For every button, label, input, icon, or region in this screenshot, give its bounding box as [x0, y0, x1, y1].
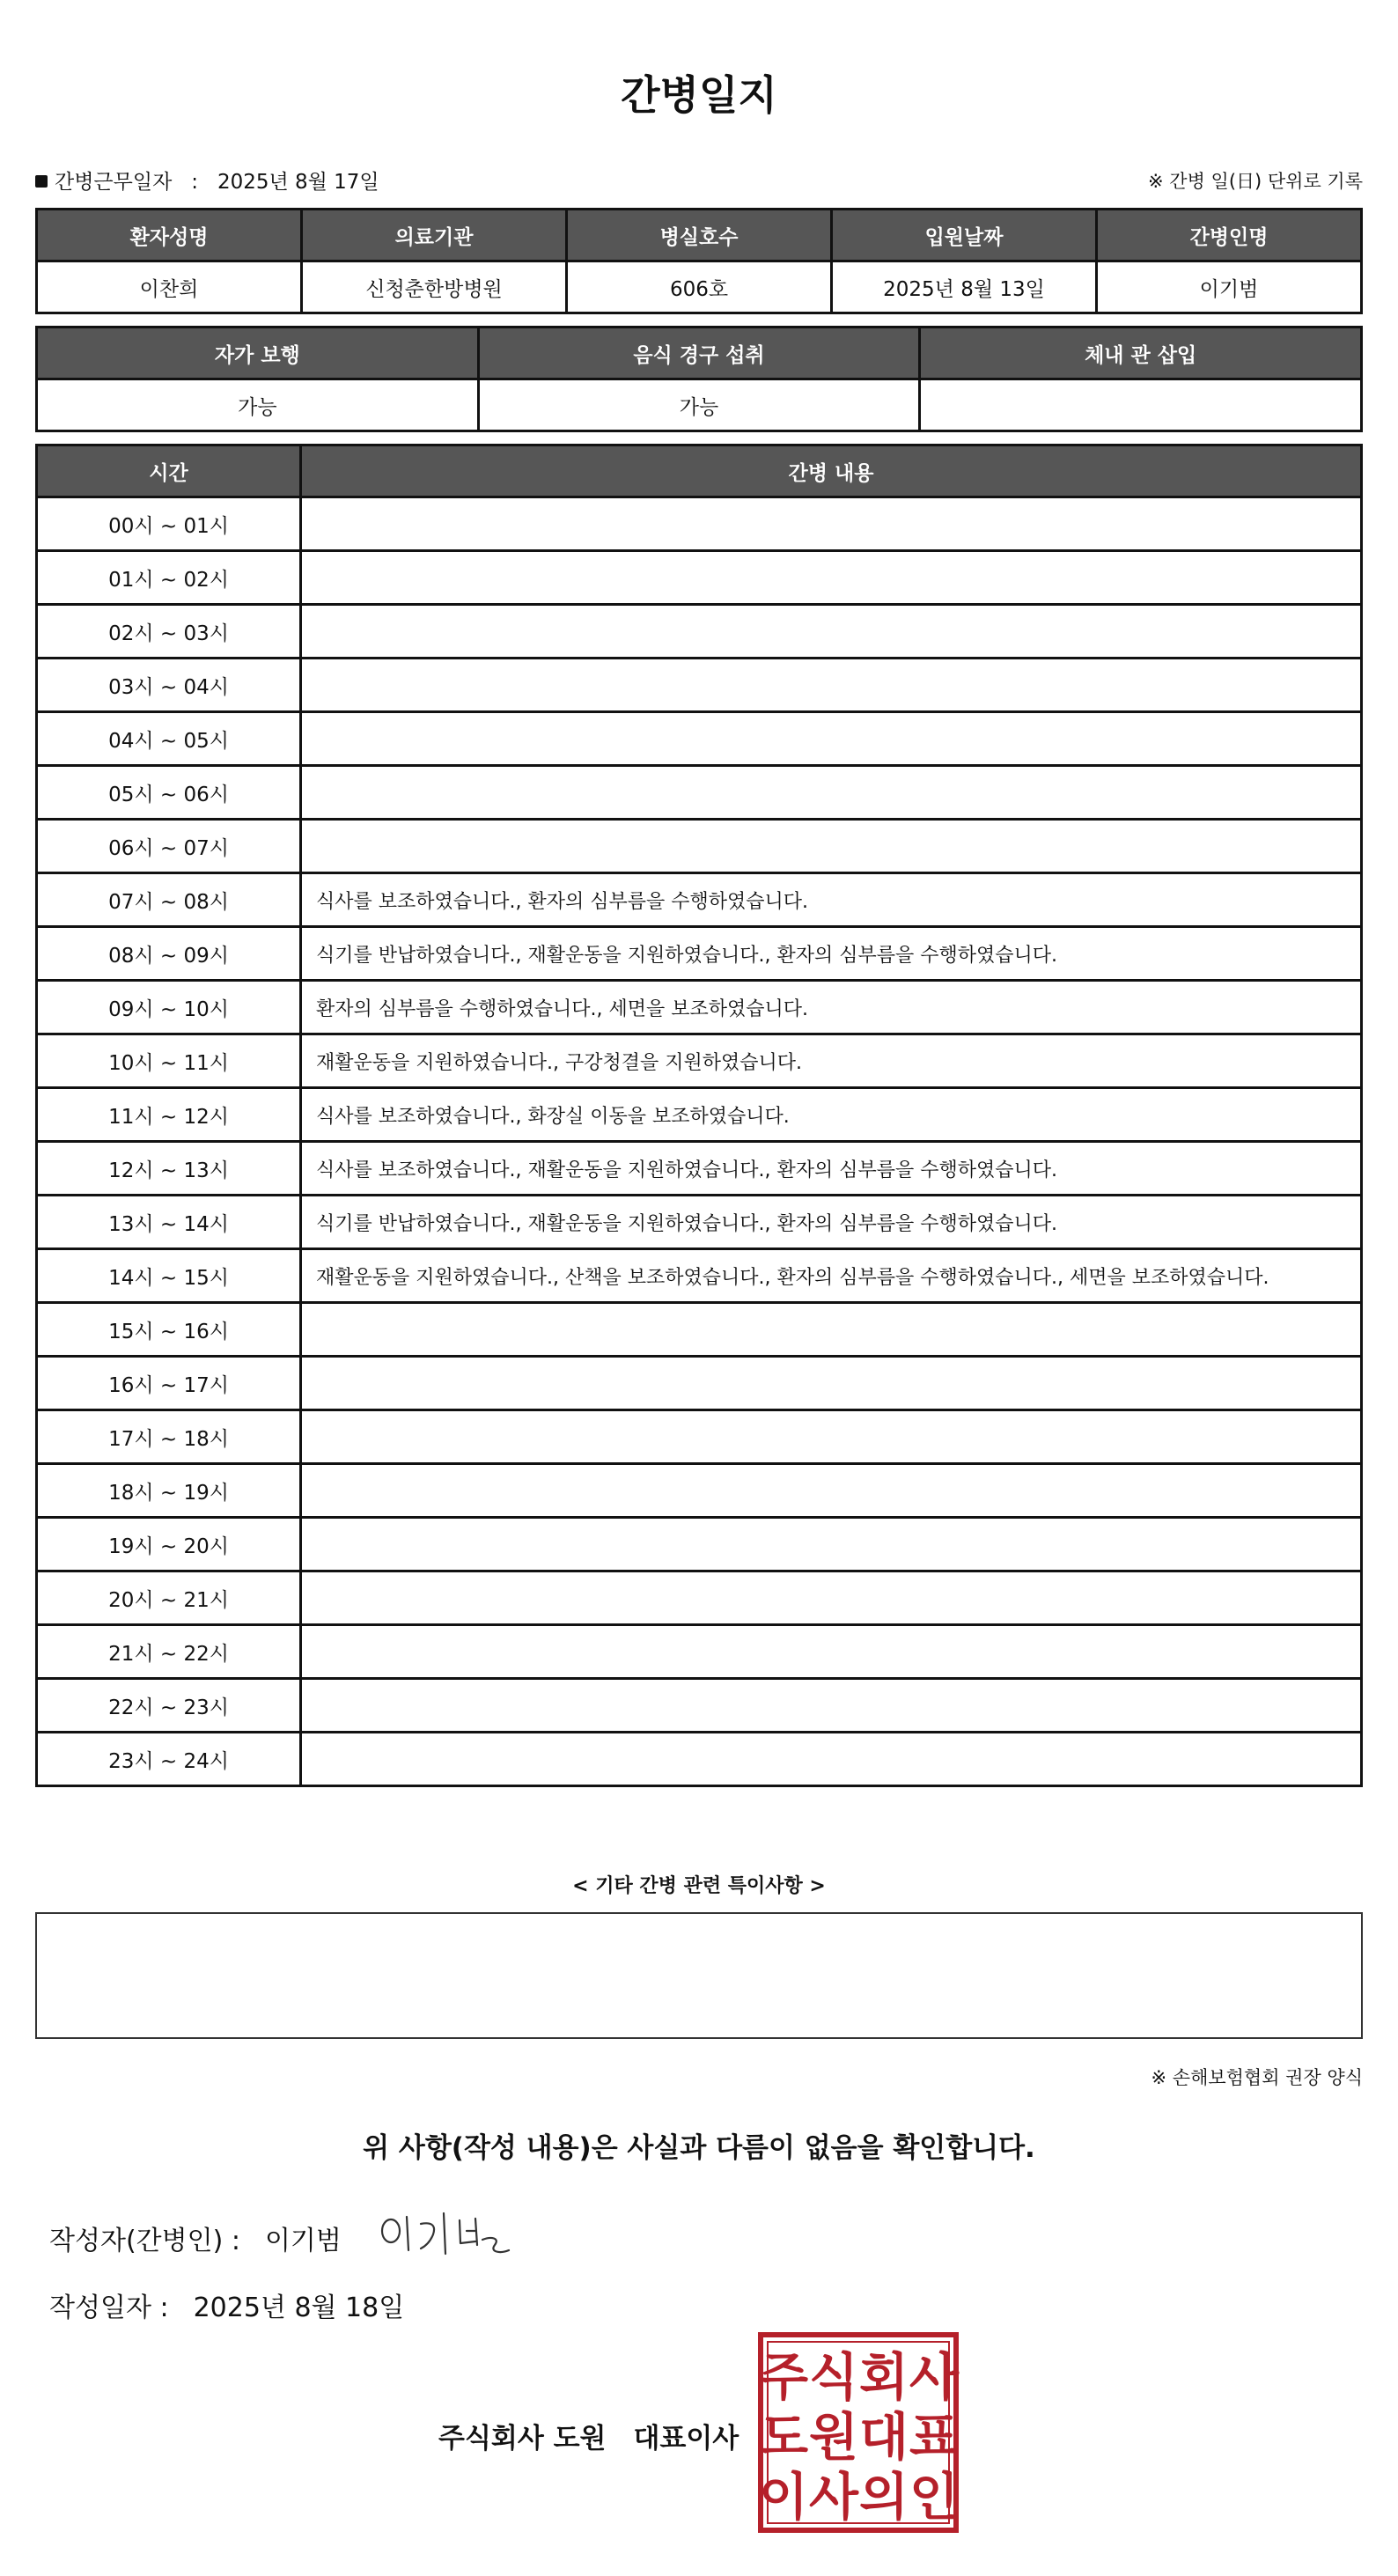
patient-status-table — [35, 326, 1363, 432]
company-representative: 주식회사 도원 대표이사 — [438, 2423, 739, 2455]
association-note: ※ 손해보험협회 권장 양식 — [1151, 2067, 1363, 2088]
care-log-row — [37, 1410, 1362, 1464]
written-date-value: 2025년 8월 18일 — [193, 2293, 405, 2323]
seal-character: 인 — [909, 2467, 960, 2527]
care-log-row — [37, 766, 1362, 820]
care-log-time: 16시 ~ 17시 — [37, 1357, 301, 1410]
care-log-time: 22시 ~ 23시 — [37, 1679, 301, 1733]
care-log-row — [37, 1034, 1362, 1088]
special-notes-title: < 기타 간병 관련 특이사항 > — [572, 1875, 826, 1897]
care-log-time: 11시 ~ 12시 — [37, 1088, 301, 1142]
care-log-time: 18시 ~ 19시 — [37, 1464, 301, 1518]
care-log-row — [37, 497, 1362, 551]
care-log-content — [301, 497, 1362, 551]
header-tube-insertion: 체내 관 삽입 — [920, 328, 1362, 379]
care-log-row — [37, 820, 1362, 873]
seal-character: 사 — [909, 2347, 960, 2407]
care-log-content: 재활운동을 지원하였습니다., 산책을 보조하였습니다., 환자의 심부름을 수행하였습니다., 세면을 보조하였습니다. — [301, 1249, 1362, 1303]
care-log-time: 19시 ~ 20시 — [37, 1518, 301, 1571]
header-admission-date: 입원날짜 — [832, 210, 1097, 261]
care-log-time: 20시 ~ 21시 — [37, 1571, 301, 1625]
patient-info-header-row — [37, 210, 1362, 261]
care-log-content — [301, 1410, 1362, 1464]
care-log-time: 04시 ~ 05시 — [37, 712, 301, 766]
care-log-time: 14시 ~ 15시 — [37, 1249, 301, 1303]
care-log-row — [37, 873, 1362, 927]
care-log-time: 17시 ~ 18시 — [37, 1410, 301, 1464]
care-log-row — [37, 1088, 1362, 1142]
writer-line — [49, 2219, 342, 2257]
care-log-content — [301, 551, 1362, 605]
care-log-row — [37, 1357, 1362, 1410]
seal-character: 회 — [858, 2347, 909, 2407]
work-date-line — [35, 166, 379, 195]
work-date-separator: : — [191, 171, 198, 194]
patient-info-table — [35, 208, 1363, 314]
care-log-time: 23시 ~ 24시 — [37, 1733, 301, 1786]
header-self-walking: 자가 보행 — [37, 328, 479, 379]
header-oral-intake: 음식 경구 섭취 — [478, 328, 920, 379]
care-log-table — [35, 444, 1363, 1787]
special-notes-box — [35, 1912, 1363, 2039]
work-date-value: 2025년 8월 17일 — [217, 171, 379, 194]
black-square-bullet-icon — [35, 175, 48, 188]
care-log-time: 02시 ~ 03시 — [37, 605, 301, 659]
header-caregiver-name: 간병인명 — [1097, 210, 1362, 261]
care-log-row — [37, 1625, 1362, 1679]
care-log-content: 식사를 보조하였습니다., 화장실 이동을 보조하였습니다. — [301, 1088, 1362, 1142]
care-log-time: 06시 ~ 07시 — [37, 820, 301, 873]
patient-info-value-row — [37, 261, 1362, 313]
self-walking-value: 가능 — [37, 379, 479, 431]
company-seal-stamp — [757, 2331, 960, 2534]
work-date-label: 간병근무일자 — [55, 171, 173, 194]
seal-character: 의 — [858, 2467, 909, 2527]
care-log-content: 식기를 반납하였습니다., 재활운동을 지원하였습니다., 환자의 심부름을 수행하였습니다. — [301, 927, 1362, 981]
care-log-content — [301, 766, 1362, 820]
care-log-content — [301, 1464, 1362, 1518]
care-log-time: 13시 ~ 14시 — [37, 1196, 301, 1249]
patient-name-value: 이찬희 — [37, 261, 302, 313]
care-log-content: 식기를 반납하였습니다., 재활운동을 지원하였습니다., 환자의 심부름을 수행하였습니다. — [301, 1196, 1362, 1249]
care-log-content: 환자의 심부름을 수행하였습니다., 세면을 보조하였습니다. — [301, 981, 1362, 1034]
care-log-content — [301, 1571, 1362, 1625]
care-log-time: 21시 ~ 22시 — [37, 1625, 301, 1679]
care-log-time: 09시 ~ 10시 — [37, 981, 301, 1034]
seal-character: 표 — [909, 2407, 960, 2467]
oral-intake-value: 가능 — [478, 379, 920, 431]
care-log-row — [37, 1571, 1362, 1625]
confirmation-statement: 위 사항(작성 내용)은 사실과 다름이 없음을 확인합니다. — [363, 2132, 1035, 2164]
care-log-row — [37, 1303, 1362, 1357]
hospital-value: 신청춘한방병원 — [302, 261, 567, 313]
care-log-content — [301, 820, 1362, 873]
unit-note: ※ 간병 일(日) 단위로 기록 — [1148, 171, 1363, 192]
care-log-content: 식사를 보조하였습니다., 재활운동을 지원하였습니다., 환자의 심부름을 수행하였습니다. — [301, 1142, 1362, 1196]
care-log-content — [301, 1303, 1362, 1357]
care-log-row — [37, 1142, 1362, 1196]
care-log-row — [37, 1733, 1362, 1786]
care-log-row — [37, 605, 1362, 659]
care-log-time: 05시 ~ 06시 — [37, 766, 301, 820]
page-title: 간병일지 — [621, 71, 777, 119]
header-patient-name: 환자성명 — [37, 210, 302, 261]
care-log-content: 재활운동을 지원하였습니다., 구강청결을 지원하였습니다. — [301, 1034, 1362, 1088]
care-log-row — [37, 927, 1362, 981]
care-log-time: 03시 ~ 04시 — [37, 659, 301, 712]
care-log-row — [37, 712, 1362, 766]
care-log-header-row — [37, 445, 1362, 497]
tube-insertion-value — [920, 379, 1362, 431]
care-log-row — [37, 981, 1362, 1034]
status-value-row — [37, 379, 1362, 431]
care-log-row — [37, 1518, 1362, 1571]
care-log-time: 01시 ~ 02시 — [37, 551, 301, 605]
care-log-row — [37, 1249, 1362, 1303]
care-log-content — [301, 1625, 1362, 1679]
care-log-row — [37, 551, 1362, 605]
seal-character: 대 — [858, 2407, 909, 2467]
status-header-row — [37, 328, 1362, 379]
care-log-time: 00시 ~ 01시 — [37, 497, 301, 551]
room-value: 606호 — [567, 261, 832, 313]
care-log-content — [301, 1679, 1362, 1733]
care-log-content — [301, 659, 1362, 712]
care-log-time: 12시 ~ 13시 — [37, 1142, 301, 1196]
care-log-content: 식사를 보조하였습니다., 환자의 심부름을 수행하였습니다. — [301, 873, 1362, 927]
care-log-content — [301, 1357, 1362, 1410]
caregiver-name-value: 이기범 — [1097, 261, 1362, 313]
header-room: 병실호수 — [567, 210, 832, 261]
care-log-row — [37, 1464, 1362, 1518]
written-date-line — [49, 2285, 404, 2324]
header-care-content: 간병 내용 — [301, 445, 1362, 497]
writer-name: 이기범 — [264, 2226, 342, 2256]
writer-label: 작성자(간병인) : — [49, 2226, 240, 2256]
seal-character: 사 — [808, 2467, 859, 2527]
header-hospital: 의료기관 — [302, 210, 567, 261]
care-log-content — [301, 605, 1362, 659]
seal-character: 도 — [758, 2407, 809, 2467]
care-log-content — [301, 712, 1362, 766]
care-log-time: 07시 ~ 08시 — [37, 873, 301, 927]
care-log-content — [301, 1518, 1362, 1571]
seal-character: 주 — [758, 2347, 809, 2407]
written-date-label: 작성일자 : — [49, 2293, 169, 2323]
admission-date-value: 2025년 8월 13일 — [832, 261, 1097, 313]
care-log-row — [37, 659, 1362, 712]
handwritten-signature — [375, 2204, 525, 2266]
seal-character: 이 — [758, 2467, 809, 2527]
header-time: 시간 — [37, 445, 301, 497]
care-log-content — [301, 1733, 1362, 1786]
seal-character: 원 — [808, 2407, 859, 2467]
care-log-time: 15시 ~ 16시 — [37, 1303, 301, 1357]
care-log-row — [37, 1679, 1362, 1733]
care-log-time: 08시 ~ 09시 — [37, 927, 301, 981]
seal-character: 식 — [808, 2347, 859, 2407]
care-log-row — [37, 1196, 1362, 1249]
care-log-time: 10시 ~ 11시 — [37, 1034, 301, 1088]
